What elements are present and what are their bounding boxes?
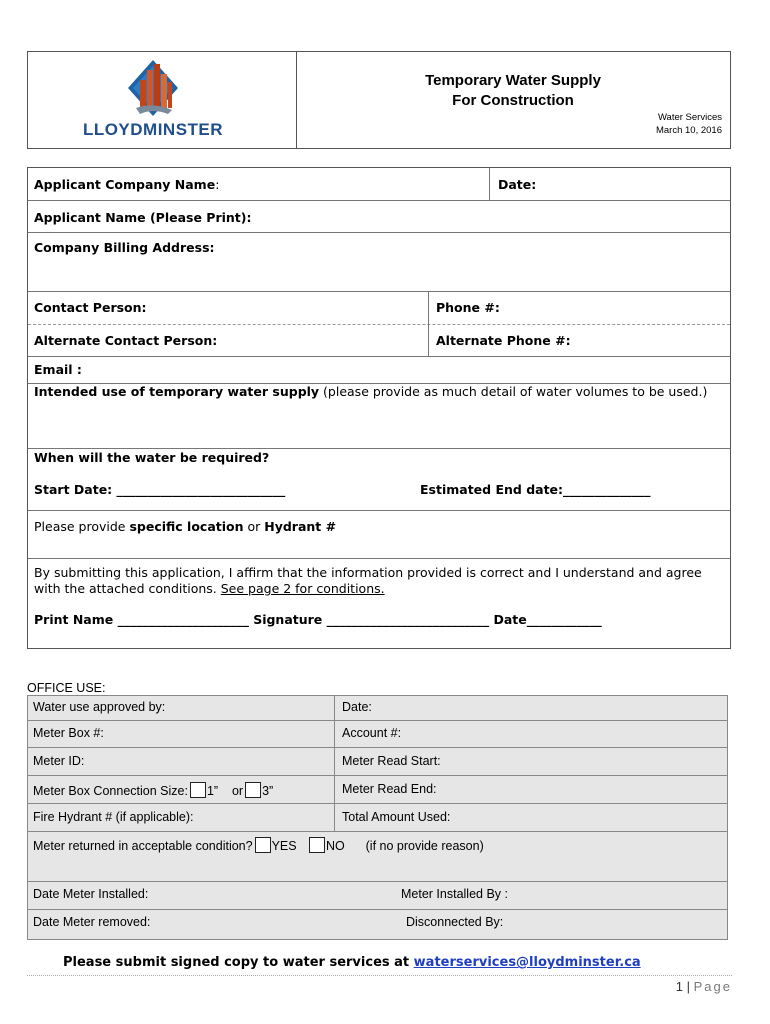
total-amount-field[interactable]: Total Amount Used: <box>342 810 451 824</box>
or-label: or <box>231 784 244 798</box>
size-3-label: 3” <box>262 784 274 798</box>
submission-note <box>63 955 641 970</box>
meter-id-field[interactable]: Meter ID: <box>33 754 85 768</box>
office-row-divider <box>28 720 727 721</box>
title-line-2: For Construction <box>452 92 574 109</box>
column-divider <box>428 291 429 356</box>
logo-cell <box>28 52 297 148</box>
office-row-divider <box>28 909 727 910</box>
row-divider <box>28 356 730 357</box>
row-divider <box>28 200 730 201</box>
office-column-divider <box>334 696 335 831</box>
column-divider <box>489 168 490 200</box>
date-installed-field[interactable]: Date Meter Installed: <box>33 887 149 901</box>
location-prefix: Please provide <box>34 519 130 534</box>
installed-by-field[interactable]: Meter Installed By : <box>401 887 508 901</box>
submission-note-text: Please submit signed copy to water services at <box>63 955 414 970</box>
location-bold-1: specific location <box>129 519 244 534</box>
row-divider <box>28 558 730 559</box>
meter-read-start-field[interactable]: Meter Read Start: <box>342 754 441 768</box>
alt-contact-field[interactable]: Alternate Contact Person: <box>34 333 218 348</box>
office-row-divider <box>28 747 727 748</box>
when-required-label: When will the water be required? <box>34 450 270 465</box>
title-line-1: Temporary Water Supply <box>425 72 601 89</box>
page-separator: | <box>683 979 694 994</box>
conditions-link[interactable]: See page 2 for conditions. <box>220 581 385 596</box>
yes-checkbox[interactable] <box>255 837 271 853</box>
affirm-line-1: By submitting this application, I affirm that the information provided is correct and I understand and agree <box>34 565 702 580</box>
office-row-divider <box>28 775 727 776</box>
date-removed-field[interactable]: Date Meter removed: <box>33 915 151 929</box>
phone-field[interactable]: Phone #: <box>436 300 500 315</box>
page-word: Page <box>693 979 732 994</box>
disconnected-by-field[interactable]: Disconnected By: <box>406 915 504 929</box>
row-divider <box>28 232 730 233</box>
meter-returned-field <box>33 837 484 853</box>
application-form <box>27 167 731 649</box>
intended-use-note: (please provide as much detail of water volumes to be used.) <box>319 384 708 399</box>
header-date: March 10, 2016 <box>655 125 722 136</box>
office-row-divider <box>28 831 727 832</box>
row-divider <box>28 324 730 325</box>
company-name-label: Applicant Company Name <box>34 177 216 192</box>
office-date-field[interactable]: Date: <box>342 700 372 714</box>
document-header <box>27 51 731 149</box>
meter-read-end-field[interactable]: Meter Read End: <box>342 782 437 796</box>
company-name-field[interactable] <box>34 177 219 192</box>
page-number-value: 1 <box>675 979 684 994</box>
applicant-name-field[interactable]: Applicant Name (Please Print): <box>34 210 252 225</box>
signature-line[interactable]: Print Name _____________________ Signature __________________________ Date____________ <box>34 612 602 627</box>
no-checkbox[interactable] <box>309 837 325 853</box>
if-no-note: (if no provide reason) <box>365 839 484 853</box>
no-label: NO <box>326 839 345 853</box>
start-date-field[interactable]: Start Date: ___________________________ <box>34 482 286 497</box>
size-1-checkbox[interactable] <box>190 782 206 798</box>
size-1-label: 1” <box>206 784 219 798</box>
intended-use-field[interactable] <box>34 384 707 399</box>
row-divider <box>28 448 730 449</box>
logo-text: LLOYDMINSTER <box>82 120 224 139</box>
water-use-approved-field[interactable]: Water use approved by: <box>33 700 166 714</box>
billing-address-field[interactable]: Company Billing Address: <box>34 240 215 255</box>
affirm-line-2 <box>34 581 385 596</box>
office-row-divider <box>28 881 727 882</box>
office-use-table <box>27 695 728 940</box>
date-field[interactable]: Date: <box>498 177 537 192</box>
intended-use-label: Intended use of temporary water supply <box>34 384 320 399</box>
location-mid: or <box>243 519 265 534</box>
office-use-title: OFFICE USE: <box>27 681 106 695</box>
row-divider <box>28 510 730 511</box>
email-field[interactable]: Email : <box>34 362 82 377</box>
alt-phone-field[interactable]: Alternate Phone #: <box>436 333 571 348</box>
fire-hydrant-field[interactable]: Fire Hydrant # (if applicable): <box>33 810 194 824</box>
footer-divider <box>27 975 732 976</box>
water-services-email-link[interactable]: waterservices@lloydminster.ca <box>413 955 641 970</box>
connection-size-field <box>33 782 273 798</box>
size-3-checkbox[interactable] <box>245 782 261 798</box>
location-field[interactable] <box>34 519 336 534</box>
company-name-colon: : <box>215 177 220 192</box>
meter-returned-label: Meter returned in acceptable condition? <box>33 839 253 853</box>
contact-person-field[interactable]: Contact Person: <box>34 300 147 315</box>
page-number <box>676 979 732 994</box>
connection-size-label: Meter Box Connection Size: <box>33 784 188 798</box>
office-row-divider <box>28 803 727 804</box>
yes-label: YES <box>271 839 297 853</box>
department-label: Water Services <box>657 112 722 123</box>
account-field[interactable]: Account #: <box>342 726 402 740</box>
meter-box-field[interactable]: Meter Box #: <box>33 726 104 740</box>
end-date-field[interactable]: Estimated End date:______________ <box>420 482 651 497</box>
row-divider <box>28 291 730 292</box>
affirm-line-2-prefix: with the attached conditions. <box>34 581 221 596</box>
location-bold-2: Hydrant # <box>264 519 337 534</box>
